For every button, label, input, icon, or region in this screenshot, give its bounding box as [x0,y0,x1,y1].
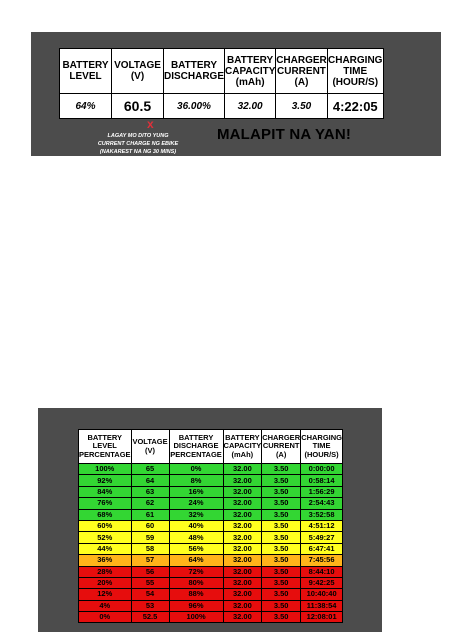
cell-charging-time: 0:58:14 [301,475,343,486]
table-row [79,464,343,475]
battery-capacity-value: 32.00 [225,94,276,119]
voltage-instruction-note [63,132,213,156]
table-row [79,600,343,611]
battery-level-value: 64% [60,94,112,119]
voltage-input[interactable]: 60.5 [112,94,164,119]
cell-discharge: 96% [169,600,223,611]
battery-discharge-value: 36.00% [164,94,225,119]
note-line: (NAKAREST NA NG 30 MINS) [99,149,177,155]
table-row [79,612,343,623]
table-row [79,532,343,543]
cell-capacity: 32.00 [223,543,262,554]
calculator-value-row [60,94,384,119]
cell-current: 3.50 [262,600,301,611]
cell-discharge: 16% [169,486,223,497]
cell-capacity: 32.00 [223,589,262,600]
header-battery-level: BATTERY LEVEL [60,49,112,94]
cell-voltage: 60 [131,520,169,531]
cell-discharge: 100% [169,612,223,623]
table-row [79,475,343,486]
cell-voltage: 56 [131,566,169,577]
calculator-header-row [60,49,384,94]
cell-voltage: 52.5 [131,612,169,623]
table-row [79,498,343,509]
charging-reference-table [78,429,343,623]
reference-chart-panel [38,408,382,632]
cell-battery-level: 68% [79,509,132,520]
cell-voltage: 62 [131,498,169,509]
cell-voltage: 64 [131,475,169,486]
cell-battery-level: 100% [79,464,132,475]
cell-charging-time: 5:49:27 [301,532,343,543]
calculator-panel [31,32,441,156]
cell-battery-level: 20% [79,577,132,588]
status-message: MALAPIT NA YAN! [216,126,352,143]
cell-capacity: 32.00 [223,577,262,588]
cell-discharge: 56% [169,543,223,554]
cell-voltage: 63 [131,486,169,497]
cell-battery-level: 60% [79,520,132,531]
cell-voltage: 61 [131,509,169,520]
chart-body [79,464,343,623]
header-charging-time: CHARGING TIME (HOUR/S) [327,49,383,94]
cell-charging-time: 3:52:58 [301,509,343,520]
cell-discharge: 64% [169,555,223,566]
header-battery-discharge: BATTERY DISCHARGE [164,49,225,94]
cell-capacity: 32.00 [223,600,262,611]
cell-capacity: 32.00 [223,532,262,543]
cell-discharge: 40% [169,520,223,531]
cell-current: 3.50 [262,475,301,486]
cell-discharge: 80% [169,577,223,588]
cell-charging-time: 1:56:29 [301,486,343,497]
cell-current: 3.50 [262,486,301,497]
header-charger-current: CHARGER CURRENT (A) [276,49,328,94]
table-row [79,577,343,588]
cell-current: 3.50 [262,464,301,475]
cell-current: 3.50 [262,532,301,543]
cell-current: 3.50 [262,520,301,531]
cell-discharge: 48% [169,532,223,543]
cell-capacity: 32.00 [223,555,262,566]
table-row [79,555,343,566]
cell-discharge: 24% [169,498,223,509]
cell-battery-level: 28% [79,566,132,577]
cell-capacity: 32.00 [223,509,262,520]
cell-capacity: 32.00 [223,566,262,577]
cell-current: 3.50 [262,566,301,577]
cell-battery-level: 0% [79,612,132,623]
cell-voltage: 55 [131,577,169,588]
header-voltage: VOLTAGE (V) [112,49,164,94]
cell-battery-level: 84% [79,486,132,497]
cell-current: 3.50 [262,509,301,520]
cell-battery-level: 36% [79,555,132,566]
note-line: LAGAY MO DITO YUNG [107,133,169,139]
cell-voltage: 59 [131,532,169,543]
cell-capacity: 32.00 [223,612,262,623]
cell-voltage: 57 [131,555,169,566]
cell-charging-time: 0:00:00 [301,464,343,475]
cell-battery-level: 44% [79,543,132,554]
table-row [79,520,343,531]
note-line: CURRENT CHARGE NG EBIKE [97,141,179,147]
cell-battery-level: 4% [79,600,132,611]
cell-capacity: 32.00 [223,520,262,531]
cell-charging-time: 10:40:40 [301,589,343,600]
chart-header-charging-time: CHARGING TIME (HOUR/S) [301,430,343,464]
cell-battery-level: 92% [79,475,132,486]
chart-header-battery-level: BATTERY LEVEL PERCENTAGE [79,430,132,464]
charging-time-value: 4:22:05 [327,94,383,119]
header-battery-capacity: BATTERY CAPACITY (mAh) [225,49,276,94]
table-row [79,486,343,497]
cell-discharge: 8% [169,475,223,486]
cell-current: 3.50 [262,498,301,509]
table-row [79,543,343,554]
cell-discharge: 32% [169,509,223,520]
cell-battery-level: 76% [79,498,132,509]
cell-current: 3.50 [262,612,301,623]
pointer-x-mark: x [147,117,154,131]
chart-header-battery-discharge: BATTERY DISCHARGE PERCENTAGE [169,430,223,464]
chart-header-row [79,430,343,464]
charger-current-value: 3.50 [276,94,328,119]
cell-discharge: 88% [169,589,223,600]
table-row [79,509,343,520]
cell-capacity: 32.00 [223,464,262,475]
cell-discharge: 0% [169,464,223,475]
cell-current: 3.50 [262,589,301,600]
cell-charging-time: 2:54:43 [301,498,343,509]
cell-charging-time: 7:45:56 [301,555,343,566]
cell-charging-time: 12:08:01 [301,612,343,623]
cell-current: 3.50 [262,555,301,566]
cell-charging-time: 4:51:12 [301,520,343,531]
chart-header-charger-current: CHARGER CURRENT (A) [262,430,301,464]
table-row [79,589,343,600]
cell-voltage: 58 [131,543,169,554]
cell-voltage: 53 [131,600,169,611]
cell-capacity: 32.00 [223,498,262,509]
cell-voltage: 54 [131,589,169,600]
cell-charging-time: 6:47:41 [301,543,343,554]
cell-current: 3.50 [262,543,301,554]
chart-header-voltage: VOLTAGE (V) [131,430,169,464]
cell-capacity: 32.00 [223,486,262,497]
cell-current: 3.50 [262,577,301,588]
cell-voltage: 65 [131,464,169,475]
cell-charging-time: 8:44:10 [301,566,343,577]
cell-charging-time: 11:38:54 [301,600,343,611]
cell-capacity: 32.00 [223,475,262,486]
calculator-table [59,48,384,119]
cell-battery-level: 52% [79,532,132,543]
cell-charging-time: 9:42:25 [301,577,343,588]
chart-header-battery-capacity: BATTERY CAPACITY (mAh) [223,430,262,464]
cell-battery-level: 12% [79,589,132,600]
cell-discharge: 72% [169,566,223,577]
table-row [79,566,343,577]
